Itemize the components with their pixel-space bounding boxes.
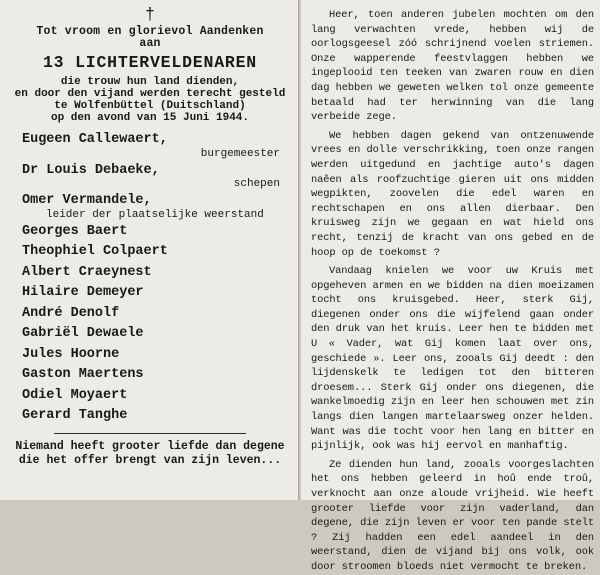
closing-line-1: Niemand heeft grooter liefde dan degene (15, 439, 285, 453)
victim-name: Hilaire Demeyer (22, 285, 144, 300)
victim-name: Georges Baert (22, 223, 128, 239)
prayer-paragraph: Vandaag knielen we voor uw Kruis met opgeheven armen en we bidden na dien moeizamen tocht ons kruisgebed. Heer, sterk Gij, diegenen onder ons die wijfelend gaan onder den druk van het kruis. Leer hen te bidden met U « Vader, wat Gij komen laat over ons, geschiede ». Leer ons, zooals Gij deedt : den lijdenskelk te ledigen tot den bitteren droesem... Sterk Gij onder ons diegenen, die wankelmoedig zijn en leer hen schouwen met zin langs dien langen martelaarsweg onzer helden. Want was die tocht voor hen lang en bitter en pijnlijk, ook was hij eervol en manhaftig. (311, 265, 594, 453)
victim-name: Odiel Moyaert (22, 387, 128, 403)
header-line-1: Tot vroom en glorievol Aandenken (36, 25, 264, 38)
victim-name: Gerard Tanghe (22, 408, 128, 423)
prayer-paragraph: Ze dienden hun land, zooals voorgeslachten het ons hebben geleerd in hoû ende troû, verknocht aan onze aloude vrijheid. Wie heeft grooter liefde voor zijn vaderland, dan degene, die zijn leven er voor ten pande stelt ? Zij hadden een edel aandeel in den weerstand, dien de vijand bij ons volk, ook door stroomen bloeds niet vermocht te breken. (311, 458, 594, 573)
prayer-paragraph: Heer, toen anderen jubelen mochten om den lang verwachten vrede, hebben wij de oorlogsgeesel zóó schrijnend voelen striemen. Onze wapperende feestvlaggen hebben we ingeplooid ten teeken van zwaren rouw en dien dag hebben we geweten welken tol onze gemeente betaald had ter herwinning van die lang verbeide zege. (311, 9, 594, 124)
subtitle-line: en door den vijand werden terecht gesteld (14, 88, 286, 100)
subtitle-line: te Wolfenbüttel (Duitschland) (54, 100, 246, 112)
names-list (10, 130, 290, 427)
victim-name: André Denolf (22, 305, 120, 321)
header-line-2: aan (139, 37, 161, 50)
victim-role: burgemeester (200, 147, 280, 160)
victim-name: Eugeen Callewaert, (22, 132, 168, 147)
victim-name: Jules Hoorne (22, 346, 120, 362)
subtitle-line: op den avond van 15 Juni 1944. (50, 112, 250, 124)
victim-name: Gaston Maertens (22, 367, 144, 382)
victim-name: Dr Louis Debaeke, (22, 162, 160, 178)
subtitle-line: die trouw hun land dienden, (60, 76, 240, 88)
divider (54, 433, 246, 434)
cross-icon: † (144, 6, 156, 25)
prayer-paragraph: We hebben dagen gekend van ontzenuwende vrees en dolle verschrikking, toen onze rangen werden uitgedund en jachtige auto's dagen naêen als roofzuchtige gieren uit ons midden wegpikten, zoovelen die edel waren en rechtschapen en ons allen dierbaar. Den kruisweg zijn we gegaan en wat hield ons recht, tenzij de kracht van ons gebed en de hoop op de toekomst ? (311, 129, 594, 259)
victim-name: Theophiel Colpaert (22, 244, 168, 259)
victim-name: Omer Vermandele, (22, 193, 152, 208)
victim-role: schepen (233, 178, 280, 190)
closing-line-2: die het offer brengt van zijn leven... (18, 453, 282, 467)
page-title: 13 LICHTERVELDENAREN (42, 53, 258, 72)
victim-name: Albert Craeynest (22, 264, 152, 280)
left-page (0, 0, 298, 500)
right-page (301, 0, 600, 573)
victim-name: Gabriël Dewaele (22, 326, 144, 341)
victim-role: leider der plaatselijke weerstand (46, 208, 264, 221)
